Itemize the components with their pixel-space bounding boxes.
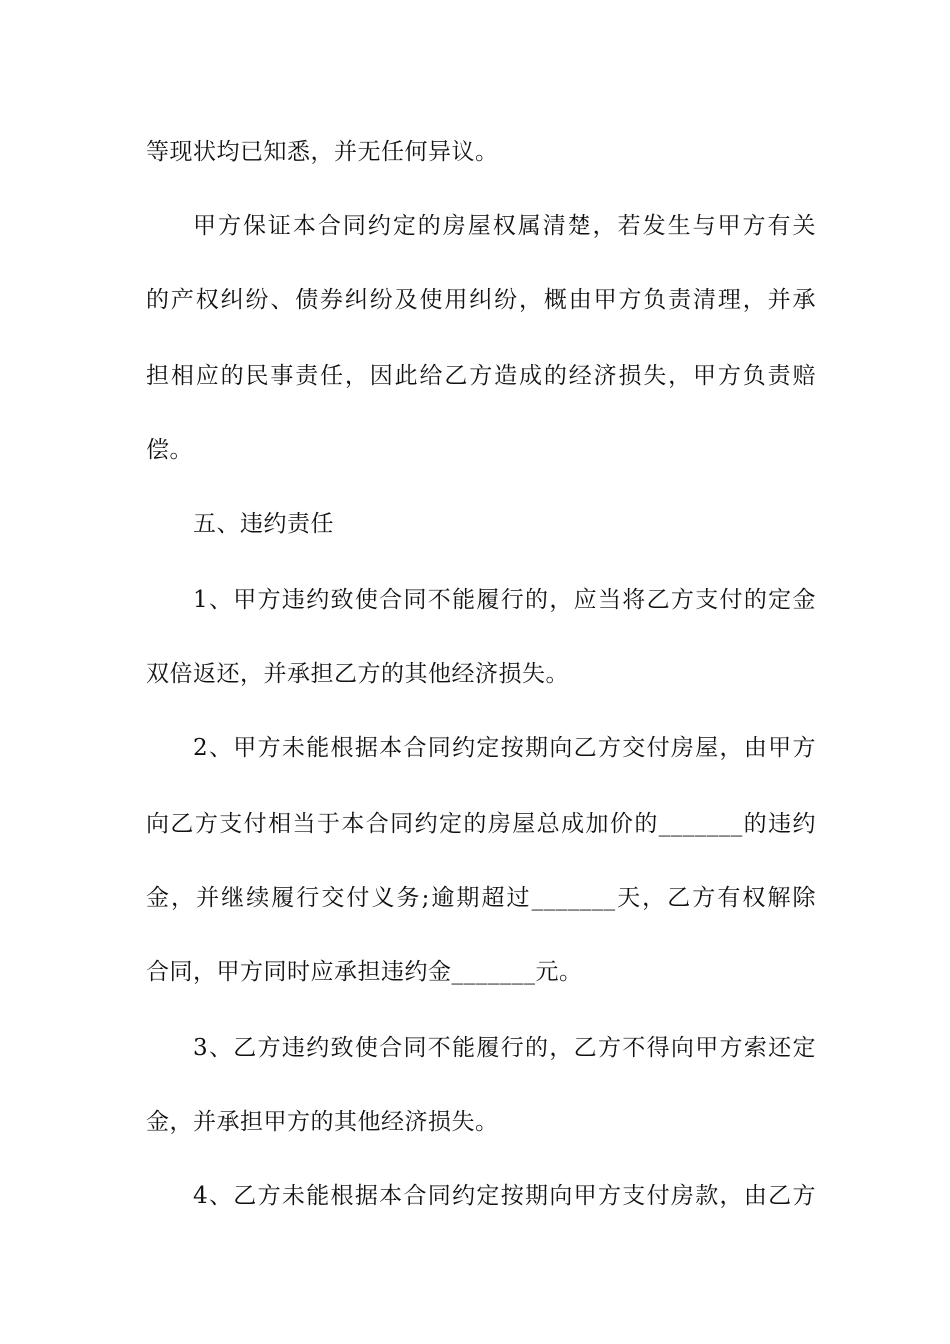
text-line: 1、甲方违约致使合同不能履行的，应当将乙方支付的定金: [193, 587, 816, 613]
text-line: 甲方保证本合同约定的房屋权属清楚，若发生与甲方有关: [193, 213, 816, 239]
text-line: 金，并承担甲方的其他经济损失。: [146, 1109, 499, 1135]
text-line: 2、甲方未能根据本合同约定按期向乙方交付房屋，由甲方: [193, 735, 816, 761]
text-line: 等现状均已知悉，并无任何异议。: [146, 139, 499, 165]
text-line: 向乙方支付相当于本合同约定的房屋总成加价的_______的违约: [146, 811, 816, 837]
text-line: 偿。: [146, 437, 193, 463]
text-line: 3、乙方违约致使合同不能履行的，乙方不得向甲方索还定: [193, 1035, 816, 1061]
text-line: 金，并继续履行交付义务;逾期超过_______天，乙方有权解除: [146, 885, 816, 911]
text-line: 双倍返还，并承担乙方的其他经济损失。: [146, 661, 569, 687]
text-line: 的产权纠纷、债券纠纷及使用纠纷，概由甲方负责清理，并承: [146, 287, 816, 313]
section-heading: 五、违约责任: [193, 511, 334, 537]
text-line: 合同，甲方同时应承担违约金_______元。: [146, 959, 583, 985]
text-line: 4、乙方未能根据本合同约定按期向甲方支付房款，由乙方: [193, 1183, 816, 1209]
text-line: 担相应的民事责任，因此给乙方造成的经济损失，甲方负责赔: [146, 363, 816, 389]
